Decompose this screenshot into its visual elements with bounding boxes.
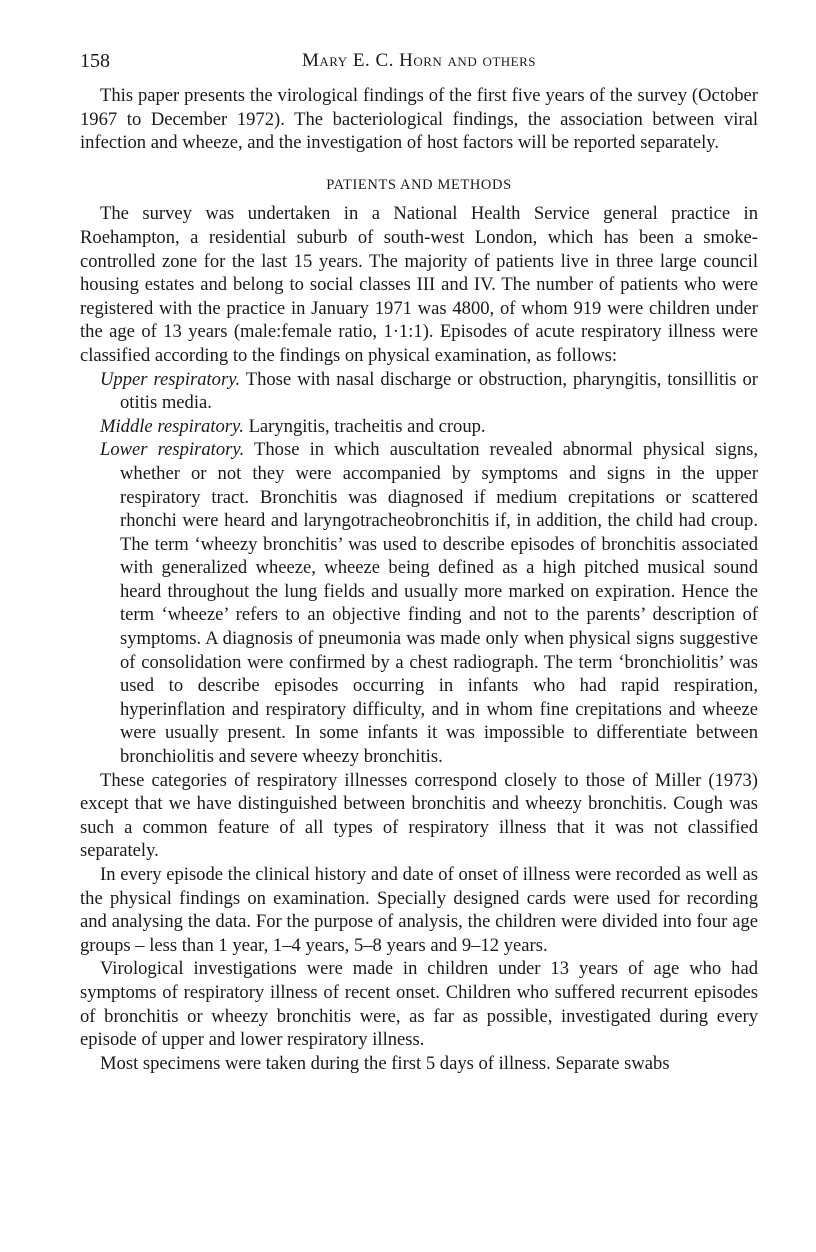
definition-middle-respiratory (100, 415, 758, 439)
intro-paragraph: This paper presents the virological findings of the first five years of the survey (October 1967 to December 1972). The bacteriological findings, the association between viral infection and wheeze, and the investigation of host factors will be reported separately. (80, 85, 758, 154)
page-header (80, 50, 758, 80)
definition-term: Lower respiratory. (100, 439, 245, 461)
section-heading: PATIENTS AND METHODS (326, 176, 512, 193)
definition-term: Middle respiratory. (100, 415, 244, 437)
definition-term: Upper respiratory. (100, 368, 241, 390)
paragraph-categories: These categories of respiratory illnesses correspond closely to those of Miller (1973) except that we have distinguished between bronchitis and wheezy bronchitis. Cough was such a common feature of all types of respiratory illness that it was not classified separately. (80, 769, 758, 862)
journal-page (80, 50, 758, 1075)
body-text (80, 84, 758, 1075)
running-head: Mary E. C. Horn and others (301, 50, 537, 71)
definition-upper-respiratory (100, 368, 758, 415)
definition-text: Those with nasal discharge or obstruction, pharyngitis, tonsillitis or otitis media. (120, 368, 758, 414)
page-number: 158 (80, 50, 110, 72)
definition-text: Laryngitis, tracheitis and croup. (243, 415, 486, 437)
definition-text: Those in which auscultation revealed abnormal physical signs, whether or not they were accompanied by symptoms and signs in the upper respiratory tract. Bronchitis was diagnosed if medium crepitations or scattered rhonchi were heard and laryngotracheobronchitis if, in addition, the child had croup. The term ‘wheezy bronchitis’ was used to describe episodes of bronchitis associated with generalized wheeze, wheeze being defined as a high pitched musical sound heard throughout the lung fields and usually more marked on expiration. Hence the term ‘wheeze’ refers to an objective finding and not to the parents’ description of symptoms. A diagnosis of pneumonia was made only when physical signs suggestive of consolidation were confirmed by a chest radiograph. The term ‘bronchiolitis’ was used to describe episodes occurring in infants who had rapid respiration, hyperinflation and respiratory difficulty, and in whom fine crepitations and wheeze were usually present. In some infants it was impossible to differentiate between bronchiolitis and severe wheezy bronchitis. (120, 439, 758, 768)
methods-paragraph: The survey was undertaken in a National Health Service general practice in Roehampton, a residential suburb of south-west London, which has been a smoke-controlled zone for the last 15 years. The majority of patients live in three large council housing estates and belong to social classes III and IV. The number of patients who were registered with the practice in January 1971 was 4800, of whom 919 were children under the age of 13 years (male:female ratio, 1·1:1). Episodes of acute respiratory illness were classified according to the findings on physical examination, as follows: (80, 203, 758, 366)
paragraph-specimens: Most specimens were taken during the first 5 days of illness. Separate swabs (100, 1052, 670, 1074)
definition-lower-respiratory (100, 438, 758, 768)
paragraph-virological-investigations: Virological investigations were made in children under 13 years of age who had symptoms of respiratory illness of recent onset. Children who suffered recurrent episodes of bronchitis or wheezy bronchitis were, as far as possible, investigated during every episode of upper and lower respiratory illness. (80, 958, 758, 1051)
paragraph-clinical-history: In every episode the clinical history and date of onset of illness were recorded as well as the physical findings on examination. Specially designed cards were used for recording and analysing the data. For the purpose of analysis, the children were divided into four age groups – less than 1 year, 1–4 years, 5–8 years and 9–12 years. (80, 864, 758, 956)
